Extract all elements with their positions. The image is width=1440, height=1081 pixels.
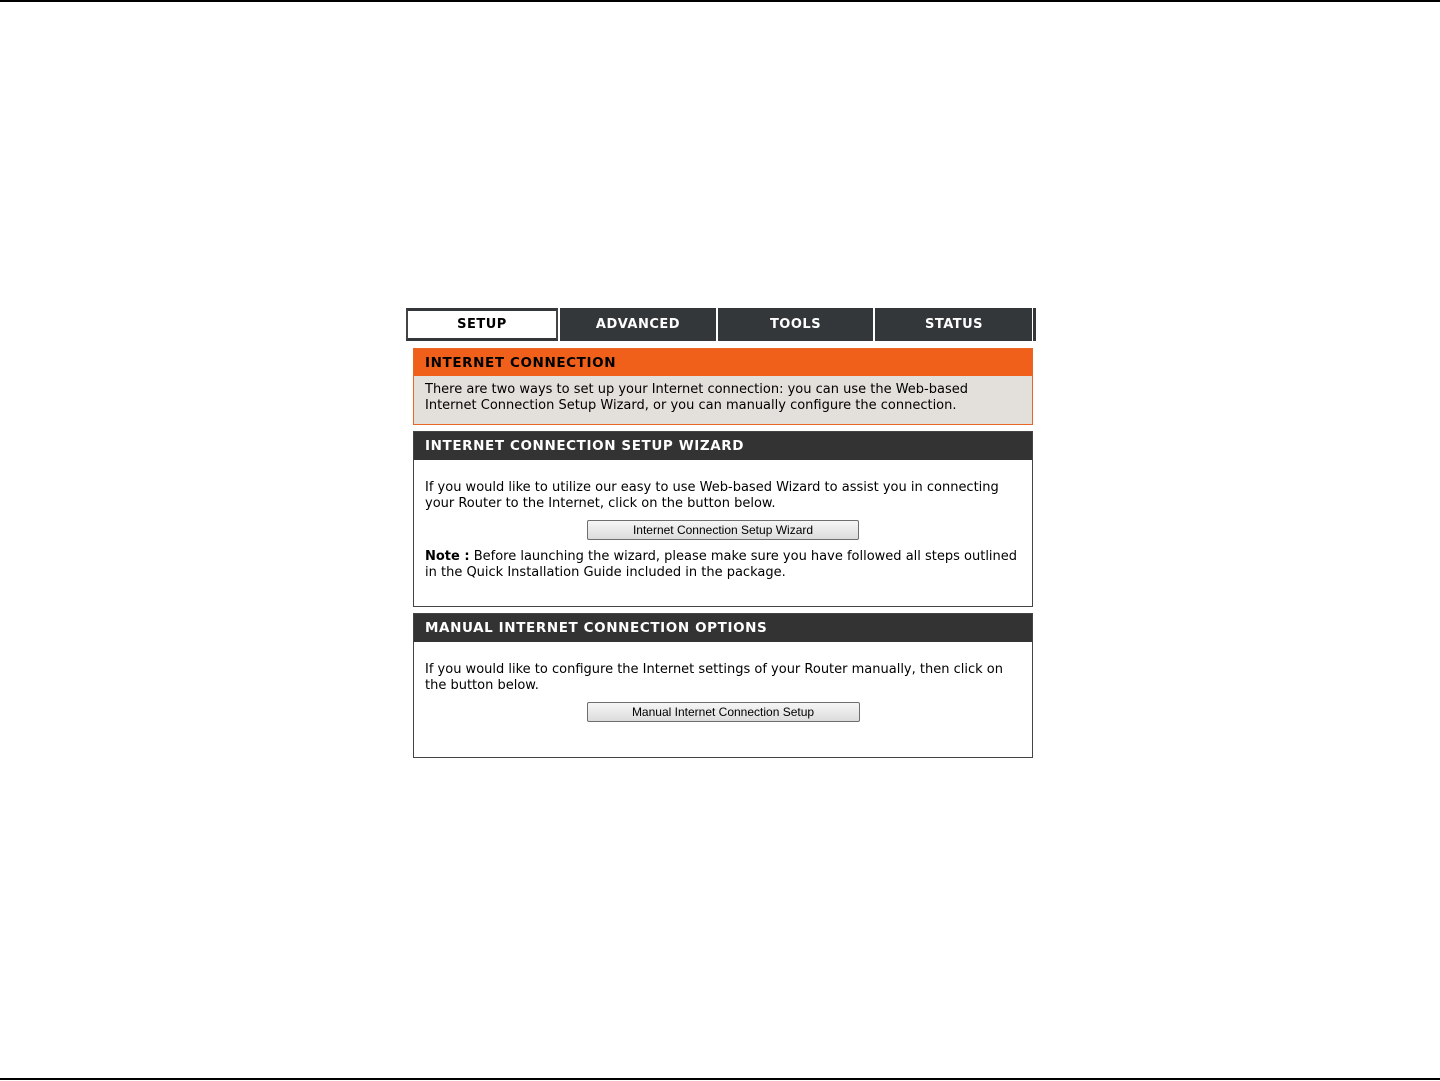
manual-setup-button[interactable]: Manual Internet Connection Setup	[587, 702, 860, 722]
page-top-rule	[0, 0, 1440, 2]
internet-connection-panel	[413, 348, 1033, 425]
manual-connection-panel	[413, 613, 1033, 758]
main-tab-bar	[406, 308, 1036, 341]
internet-connection-description: There are two ways to set up your Internet connection: you can use the Web-based Internet Connection Setup Wizard, or you can manually configure the connection.	[425, 382, 968, 413]
manual-connection-description: If you would like to configure the Internet settings of your Router manually, then click on the button below.	[425, 662, 1003, 693]
note-text: Before launching the wizard, please make sure you have followed all steps outlined in the Quick Installation Guide included in the package.	[425, 549, 1018, 580]
setup-wizard-panel	[413, 431, 1033, 607]
page-bottom-rule	[0, 1078, 1440, 1080]
setup-wizard-description: If you would like to utilize our easy to use Web-based Wizard to assist you in connecting your Router to the Internet, click on the button below.	[425, 480, 999, 511]
manual-connection-title: MANUAL INTERNET CONNECTION OPTIONS	[414, 614, 1032, 642]
setup-wizard-button[interactable]: Internet Connection Setup Wizard	[587, 520, 859, 540]
tab-status[interactable]: STATUS	[875, 308, 1036, 341]
internet-connection-title: INTERNET CONNECTION	[414, 349, 1032, 376]
tab-advanced[interactable]: ADVANCED	[560, 308, 718, 341]
note-label: Note :	[425, 549, 470, 564]
tab-setup[interactable]: SETUP	[406, 308, 558, 341]
setup-wizard-title: INTERNET CONNECTION SETUP WIZARD	[414, 432, 1032, 460]
setup-wizard-note	[425, 549, 1021, 581]
tab-tools[interactable]: TOOLS	[718, 308, 875, 341]
